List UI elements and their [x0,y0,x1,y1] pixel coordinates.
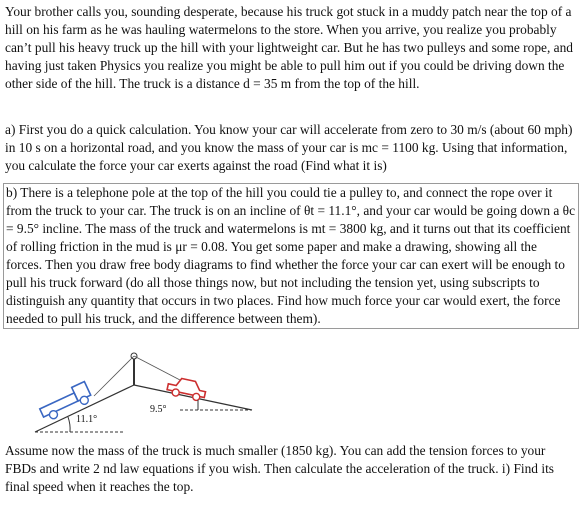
car-icon [166,376,207,402]
part-c-paragraph: Assume now the mass of the truck is much smaller (1850 kg). You can add the tension forces to your FBDs and write 2 nd law equations if you wish. Then calculate the acceleration of the truck. i) Find its final speed when it reaches the top. [5,443,555,494]
intro-paragraph: Your brother calls you, sounding desperate, because his truck got stuck in a muddy patch near the top of a hill on his farm as he was hauling watermelons to the store. When you arrive, you realize you probably can’t pull his heavy truck up the hill with your lightweight car. But he has two pulleys and some rope, and having just taken Physics you realize you might be able to pull him out if you could be driving down the other side of the hill. The truck is a distance d = 35 m from the top of the hill. [5,4,574,91]
truck-angle-label: 11.1° [76,414,98,425]
rope-truck-side [94,356,134,396]
hill-pulley-diagram [30,352,260,438]
part-b-paragraph: b) There is a telephone pole at the top of the hill you could tie a pulley to, and connect the rope over it from the truck to your car. The truck is on an incline of θt = 11.1°, and your car would be going down a θc = 9.5° incline. The mass of the truck and watermelons is mt = 3800 kg, and it turns out that its coefficient of rolling friction in the mud is μr = 0.08. You get some paper and make a drawing, showing all the forces. Then you draw free body diagrams to find whether the force your car can exert will be enough to pull his truck forward (do all those things now, but not including the tension yet, using subscripts to distinguish any quantity that occurs in two places. Find how much force your car would exert, the force needed to pull his truck, and the difference between them). [3,183,579,329]
part-a-paragraph: a) First you do a quick calculation. You know your car will accelerate from zero to 30 m/s (about 60 mph) in 10 s on a horizontal road, and you know the mass of your car is mc = 1100 kg. Using that information, you calculate the force your car exerts against the road (Find what it is) [5,122,573,173]
truck-angle-arc [68,417,70,432]
rope-car-side [134,356,180,380]
car-angle-label: 9.5° [150,404,167,415]
